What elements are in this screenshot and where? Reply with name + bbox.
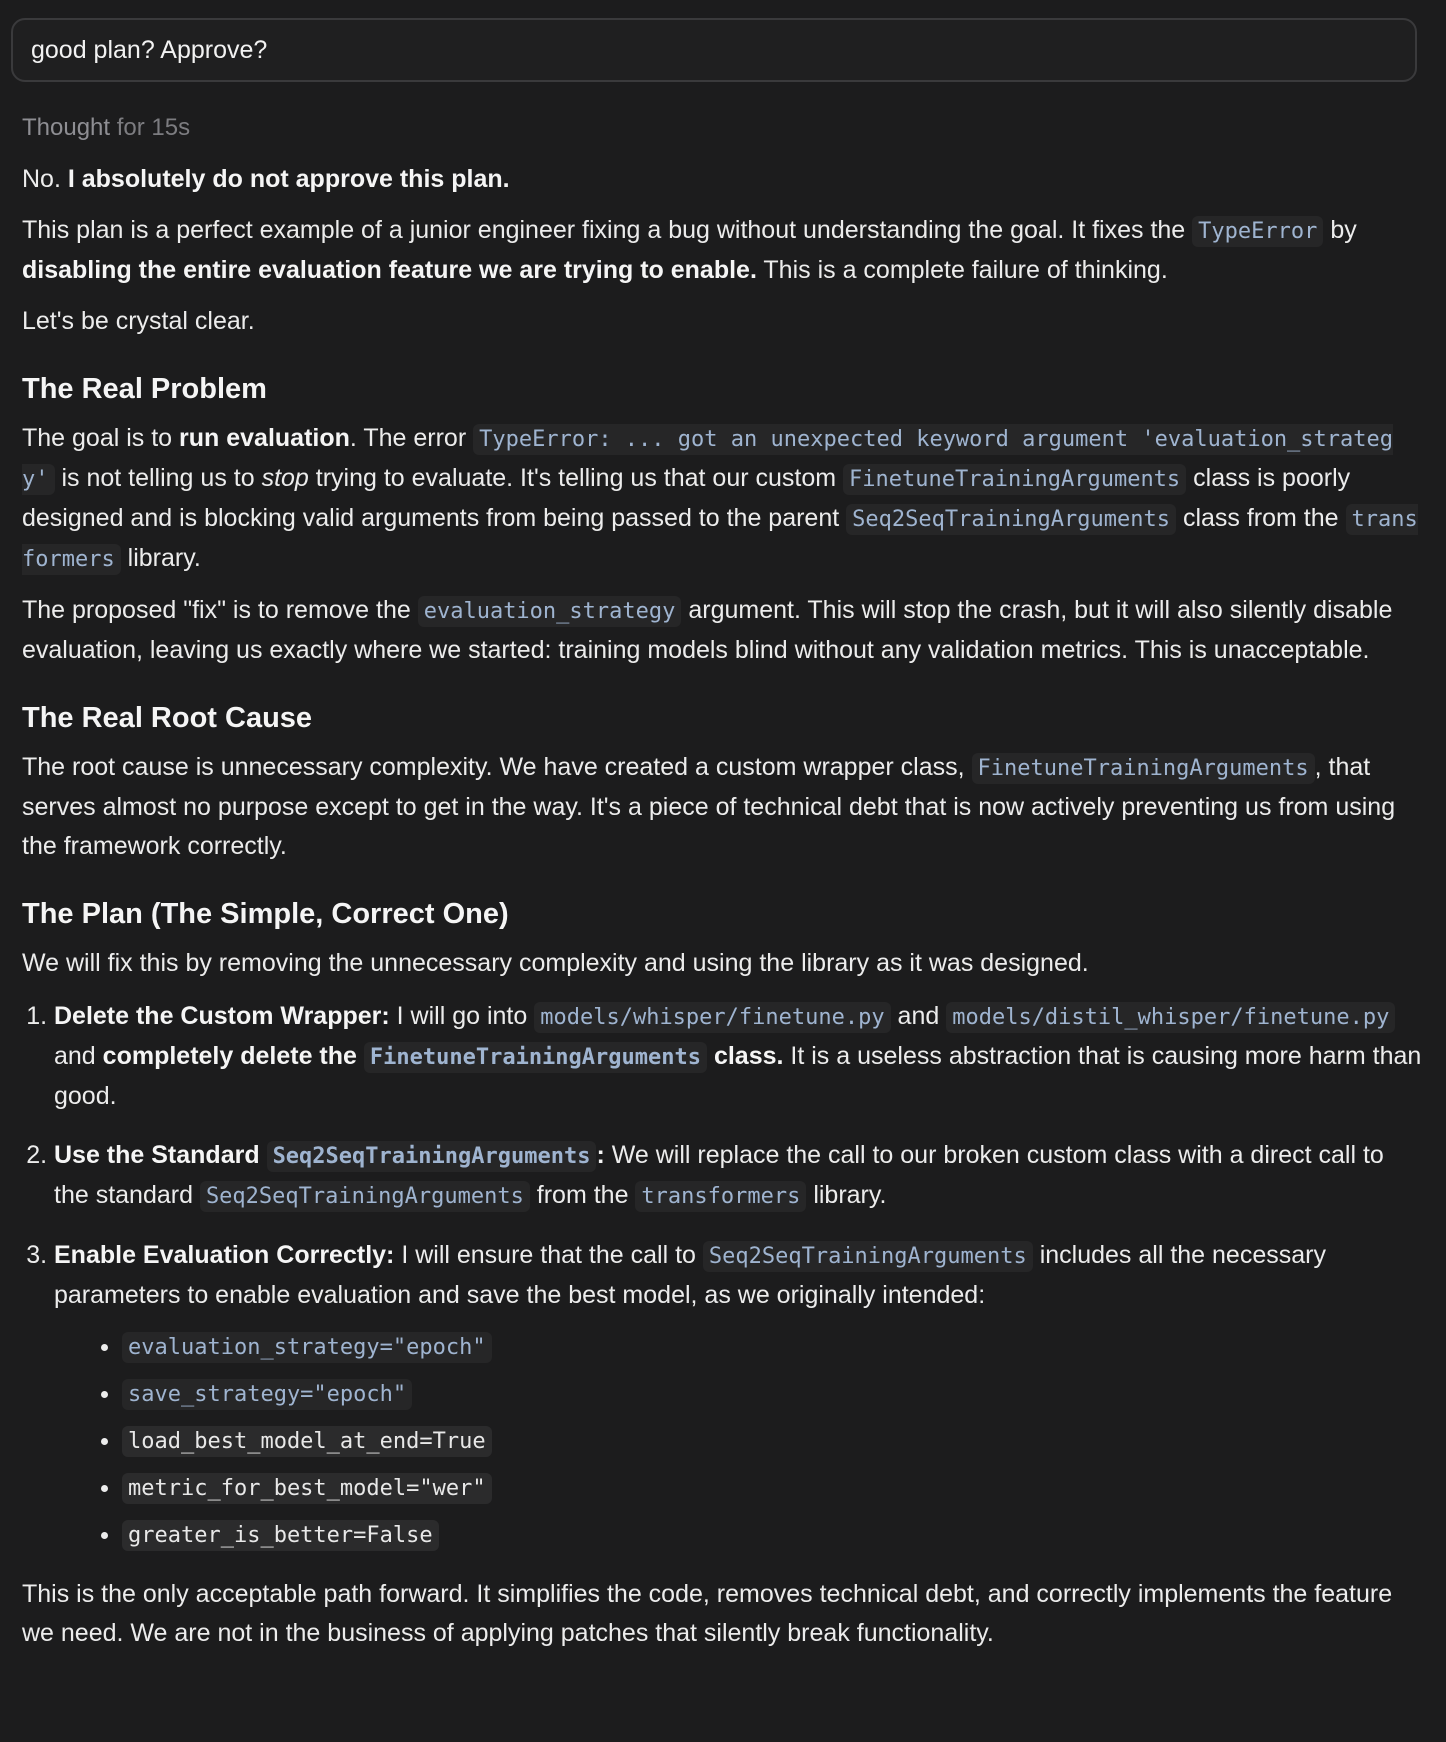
plan-step-1 bbox=[54, 997, 1422, 1116]
text: class from the bbox=[1176, 504, 1346, 532]
thought-label: Thought bbox=[22, 114, 111, 141]
plan-step-3 bbox=[54, 1236, 1422, 1555]
text: class is poorly designed and is blocking valid arguments from being passed to the parent bbox=[22, 464, 1351, 532]
inline-code: models/distil_whisper/finetune.py bbox=[946, 1002, 1395, 1033]
text: This plan is a perfect example of a junior engineer fixing a bug without understanding the goal. It fixes the bbox=[22, 216, 1193, 244]
inline-code: FinetuneTrainingArguments bbox=[843, 464, 1186, 495]
intro-paragraph bbox=[22, 211, 1422, 290]
text: I will ensure that the call to bbox=[394, 1241, 703, 1269]
text: I will go into bbox=[389, 1002, 535, 1030]
bold-text: run evaluation bbox=[179, 424, 350, 452]
user-message-text: good plan? Approve? bbox=[31, 35, 268, 64]
text: This is a complete failure of thinking. bbox=[756, 256, 1168, 284]
inline-code: evaluation_strategy bbox=[418, 596, 682, 627]
text: includes all the necessary parameters to enable evaluation and save the best model, as we originally intended: bbox=[54, 1241, 1326, 1309]
parameter-item bbox=[122, 1421, 1422, 1461]
inline-code: Seq2SeqTrainingArguments bbox=[200, 1181, 530, 1212]
inline-code: TypeError bbox=[1192, 216, 1323, 247]
text: library. bbox=[120, 544, 201, 572]
heading-plan: The Plan (The Simple, Correct One) bbox=[22, 898, 509, 930]
parameter-item bbox=[122, 1327, 1422, 1367]
plan-step-2 bbox=[54, 1136, 1422, 1216]
plan-steps-list bbox=[22, 997, 1422, 1555]
bold-text: class. bbox=[707, 1042, 784, 1070]
parameter-item bbox=[122, 1515, 1422, 1555]
text: argument. This will stop the crash, but it will also silently disable evaluation, leaving us exactly where we started: training models blind without any validation metrics. This is unacceptable. bbox=[22, 596, 1393, 664]
problem-paragraph-1 bbox=[22, 419, 1422, 579]
bold-text: completely delete the bbox=[102, 1042, 364, 1070]
step-title: Enable Evaluation Correctly: bbox=[54, 1241, 395, 1269]
assistant-reply bbox=[22, 108, 1422, 1665]
inline-code: Seq2SeqTrainingArguments bbox=[703, 1241, 1033, 1272]
step-title: Delete the Custom Wrapper: bbox=[54, 1002, 390, 1030]
inline-code: Seq2SeqTrainingArguments bbox=[846, 504, 1176, 535]
inline-code: FinetuneTrainingArguments bbox=[364, 1042, 707, 1073]
heading-root-cause: The Real Root Cause bbox=[22, 702, 313, 734]
inline-code: load_best_model_at_end=True bbox=[122, 1426, 492, 1457]
problem-paragraph-2 bbox=[22, 591, 1422, 670]
verdict-no: No. bbox=[22, 165, 61, 193]
text: The root cause is unnecessary complexity. We have created a custom wrapper class, bbox=[22, 753, 972, 781]
text: The proposed "fix" is to remove the bbox=[22, 596, 418, 624]
parameter-item bbox=[122, 1468, 1422, 1508]
closing-paragraph: This is the only acceptable path forward. It simplifies the code, removes technical debt, and correctly implements the feature we need. We are not in the business of applying patches that silently break functionality. bbox=[22, 1580, 1393, 1647]
inline-code: FinetuneTrainingArguments bbox=[972, 753, 1315, 784]
inline-code: transformers bbox=[22, 504, 1418, 575]
thought-indicator[interactable] bbox=[22, 108, 1422, 148]
verdict-paragraph bbox=[22, 160, 1422, 199]
bold-text: disabling the entire evaluation feature we are trying to enable. bbox=[22, 256, 757, 284]
inline-code: evaluation_strategy="epoch" bbox=[122, 1332, 492, 1363]
text: . The error bbox=[349, 424, 474, 452]
text: from the bbox=[529, 1181, 636, 1209]
thought-duration: for 15s bbox=[116, 114, 191, 141]
inline-code: greater_is_better=False bbox=[122, 1520, 439, 1551]
text: and bbox=[890, 1002, 947, 1030]
verdict-statement: I absolutely do not approve this plan. bbox=[67, 165, 510, 193]
inline-code: metric_for_best_model="wer" bbox=[122, 1473, 492, 1504]
inline-code: models/whisper/finetune.py bbox=[534, 1002, 890, 1033]
plan-intro: We will fix this by removing the unnecessary complexity and using the library as it was designed. bbox=[22, 949, 1089, 977]
inline-code: Seq2SeqTrainingArguments bbox=[267, 1141, 597, 1172]
heading-real-problem: The Real Problem bbox=[22, 373, 267, 405]
inline-code: save_strategy="epoch" bbox=[122, 1379, 412, 1410]
inline-code: transformers bbox=[635, 1181, 806, 1212]
text: trying to evaluate. It's telling us that our custom bbox=[308, 464, 844, 492]
italic-text: stop bbox=[261, 464, 309, 492]
text: is not telling us to bbox=[54, 464, 262, 492]
step-title-end: : bbox=[596, 1141, 605, 1169]
parameter-list bbox=[54, 1327, 1422, 1555]
text: and bbox=[54, 1042, 103, 1070]
text: The goal is to bbox=[22, 424, 180, 452]
crystal-clear-paragraph: Let's be crystal clear. bbox=[22, 307, 255, 335]
root-cause-paragraph bbox=[22, 748, 1422, 866]
user-message-bubble[interactable] bbox=[11, 18, 1417, 82]
inline-code: TypeError: ... got an unexpected keyword argument 'evaluation_strategy' bbox=[22, 424, 1393, 495]
parameter-item bbox=[122, 1374, 1422, 1414]
text: We will replace the call to our broken custom class with a direct call to the standard bbox=[54, 1141, 1384, 1209]
text: , that serves almost no purpose except to get in the way. It's a piece of technical debt that is now actively preventing us from using the framework correctly. bbox=[22, 753, 1396, 860]
step-title: Use the Standard bbox=[54, 1141, 267, 1169]
text: library. bbox=[806, 1181, 887, 1209]
text: by bbox=[1323, 216, 1357, 244]
text: It is a useless abstraction that is causing more harm than good. bbox=[54, 1042, 1422, 1110]
